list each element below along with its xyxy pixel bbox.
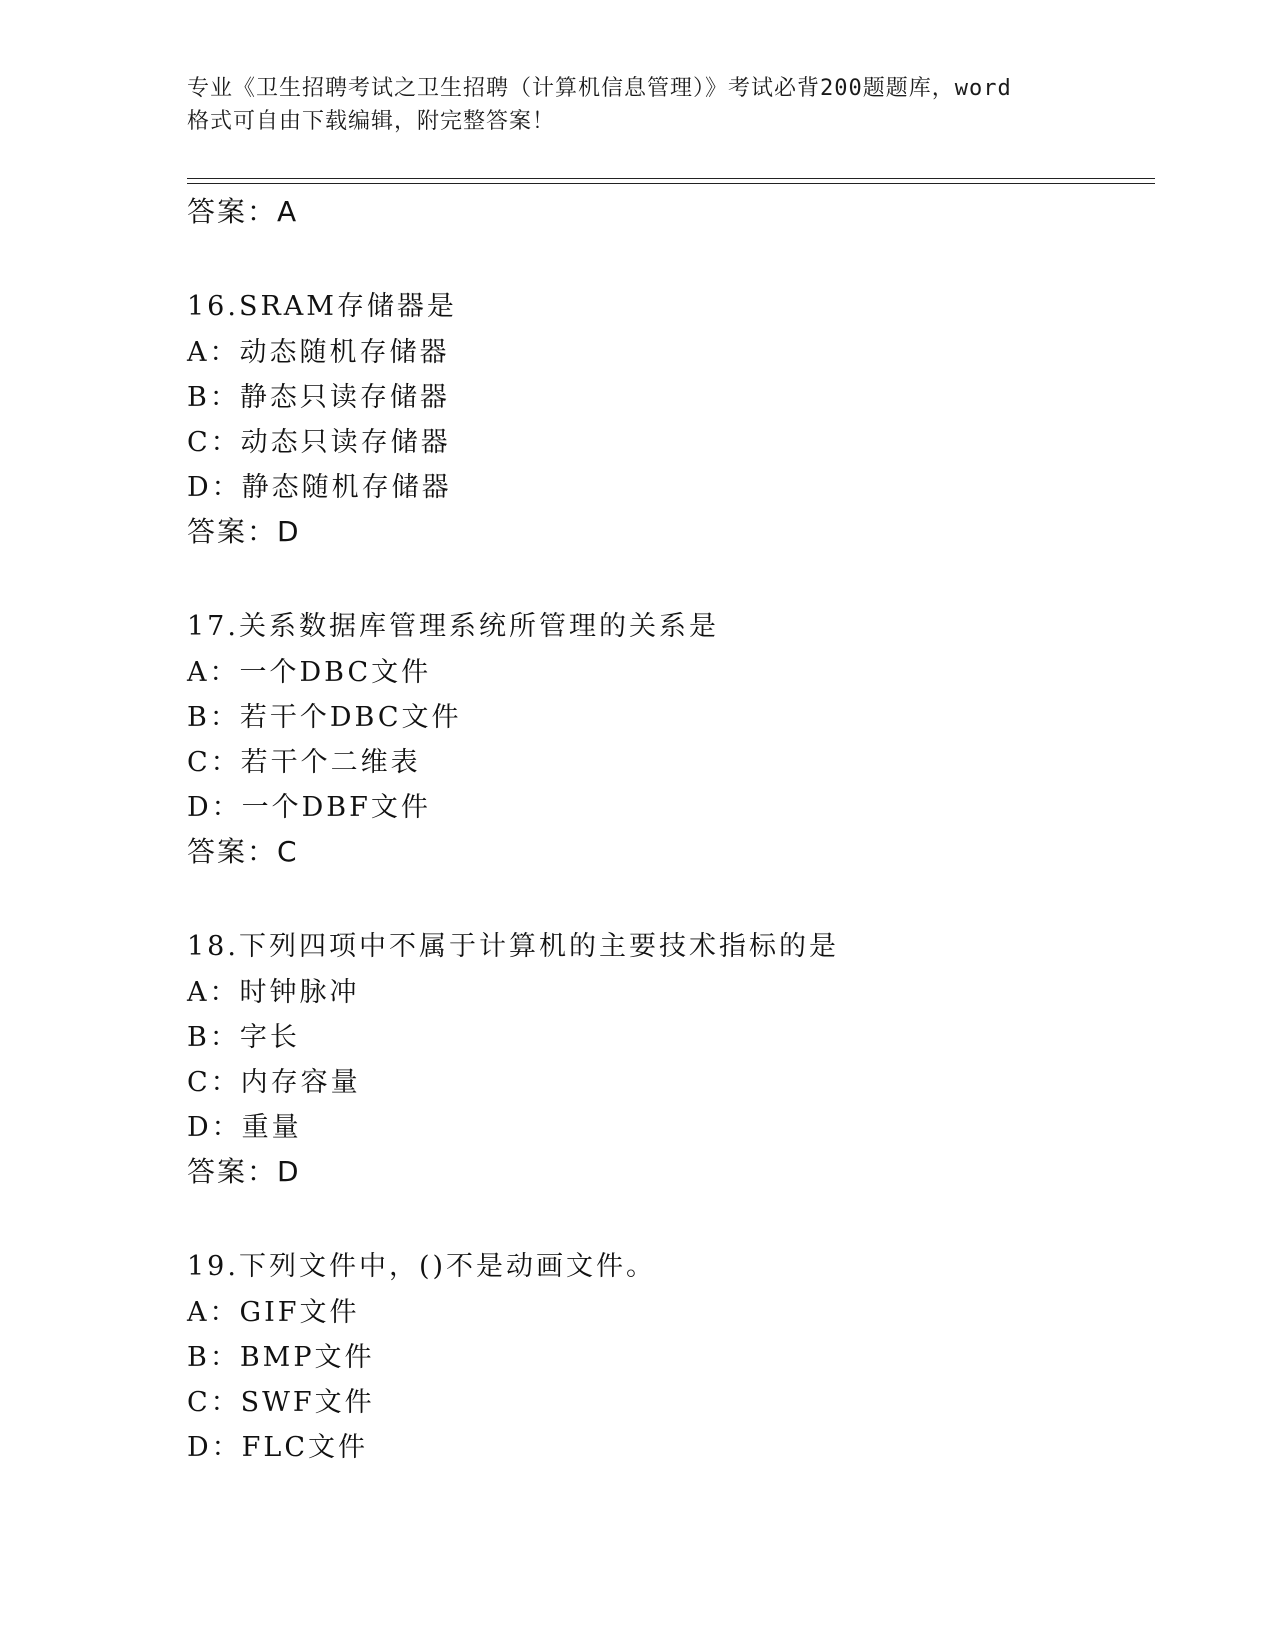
option-a bbox=[187, 1290, 1147, 1335]
answer-label: 答案： bbox=[187, 835, 278, 868]
option-text: 重量 bbox=[241, 1112, 302, 1143]
answer-value: A bbox=[277, 195, 298, 228]
option-a bbox=[187, 330, 1147, 375]
option-text: SWF文件 bbox=[240, 1387, 375, 1418]
question-stem bbox=[187, 1244, 1147, 1290]
question-block bbox=[187, 284, 1147, 554]
spacer bbox=[187, 1194, 1147, 1244]
option-key: C： bbox=[187, 747, 241, 778]
question-list bbox=[187, 190, 1147, 1470]
question-number: 18. bbox=[187, 931, 239, 962]
option-d bbox=[187, 785, 1147, 830]
option-text: BMP文件 bbox=[239, 1342, 375, 1373]
question-number: 19. bbox=[187, 1251, 239, 1282]
option-text: 若干个DBC文件 bbox=[239, 702, 462, 733]
header-line-1: 专业《卫生招聘考试之卫生招聘（计算机信息管理）》考试必背200题题库，word bbox=[187, 76, 1012, 101]
option-text: 静态只读存储器 bbox=[239, 382, 450, 413]
answer-value: D bbox=[277, 1155, 300, 1188]
option-d bbox=[187, 1425, 1147, 1470]
option-a bbox=[187, 650, 1147, 695]
option-key: D： bbox=[187, 1112, 242, 1143]
spacer bbox=[187, 874, 1147, 924]
option-b bbox=[187, 1335, 1147, 1380]
answer-value: D bbox=[277, 515, 300, 548]
option-text: 动态随机存储器 bbox=[239, 337, 450, 368]
option-d bbox=[187, 465, 1147, 510]
option-b bbox=[187, 375, 1147, 420]
question-block bbox=[187, 604, 1147, 874]
spacer bbox=[187, 234, 1147, 284]
answer-line bbox=[187, 1150, 1147, 1194]
question-text: 下列四项中不属于计算机的主要技术指标的是 bbox=[238, 931, 839, 962]
option-c bbox=[187, 740, 1147, 785]
option-key: B： bbox=[187, 382, 240, 413]
option-key: A： bbox=[187, 657, 240, 688]
question-number: 17. bbox=[187, 611, 239, 642]
question-block bbox=[187, 1244, 1147, 1470]
option-c bbox=[187, 1380, 1147, 1425]
option-text: 动态只读存储器 bbox=[240, 427, 451, 458]
option-key: A： bbox=[187, 1297, 240, 1328]
option-key: A： bbox=[187, 977, 240, 1008]
answer-line bbox=[187, 830, 1147, 874]
option-key: C： bbox=[187, 1067, 241, 1098]
option-text: 字长 bbox=[239, 1022, 300, 1053]
option-b bbox=[187, 695, 1147, 740]
option-text: 一个DBC文件 bbox=[239, 657, 432, 688]
document-header bbox=[187, 72, 1107, 138]
answer-label: 答案： bbox=[187, 515, 278, 548]
spacer bbox=[187, 554, 1147, 604]
answer-line bbox=[187, 510, 1147, 554]
question-text: SRAM存储器是 bbox=[238, 291, 457, 322]
option-key: D： bbox=[187, 792, 242, 823]
option-d bbox=[187, 1105, 1147, 1150]
answer-line bbox=[187, 190, 1147, 234]
option-c bbox=[187, 420, 1147, 465]
option-text: FLC文件 bbox=[241, 1432, 368, 1463]
option-text: GIF文件 bbox=[239, 1297, 360, 1328]
option-key: D： bbox=[187, 472, 242, 503]
question-stem bbox=[187, 924, 1147, 970]
option-key: A： bbox=[187, 337, 240, 368]
option-key: B： bbox=[187, 702, 240, 733]
option-key: C： bbox=[187, 427, 241, 458]
question-stem bbox=[187, 284, 1147, 330]
header-line-2: 格式可自由下载编辑，附完整答案！ bbox=[187, 109, 556, 134]
question-block bbox=[187, 924, 1147, 1194]
question-stem bbox=[187, 604, 1147, 650]
option-key: B： bbox=[187, 1342, 240, 1373]
question-text: 关系数据库管理系统所管理的关系是 bbox=[238, 611, 719, 642]
question-number: 16. bbox=[187, 291, 239, 322]
option-key: C： bbox=[187, 1387, 241, 1418]
option-text: 静态随机存储器 bbox=[241, 472, 452, 503]
answer-label: 答案： bbox=[187, 195, 278, 228]
option-text: 一个DBF文件 bbox=[241, 792, 431, 823]
option-text: 内存容量 bbox=[240, 1067, 361, 1098]
option-text: 时钟脉冲 bbox=[239, 977, 360, 1008]
option-key: B： bbox=[187, 1022, 240, 1053]
answer-value: C bbox=[277, 835, 298, 868]
option-c bbox=[187, 1060, 1147, 1105]
option-b bbox=[187, 1015, 1147, 1060]
answer-label: 答案： bbox=[187, 1155, 278, 1188]
header-divider-top bbox=[187, 178, 1155, 179]
question-text: 下列文件中，()不是动画文件。 bbox=[238, 1251, 657, 1282]
option-key: D： bbox=[187, 1432, 242, 1463]
option-a bbox=[187, 970, 1147, 1015]
option-text: 若干个二维表 bbox=[240, 747, 421, 778]
header-divider-bottom bbox=[187, 183, 1155, 184]
